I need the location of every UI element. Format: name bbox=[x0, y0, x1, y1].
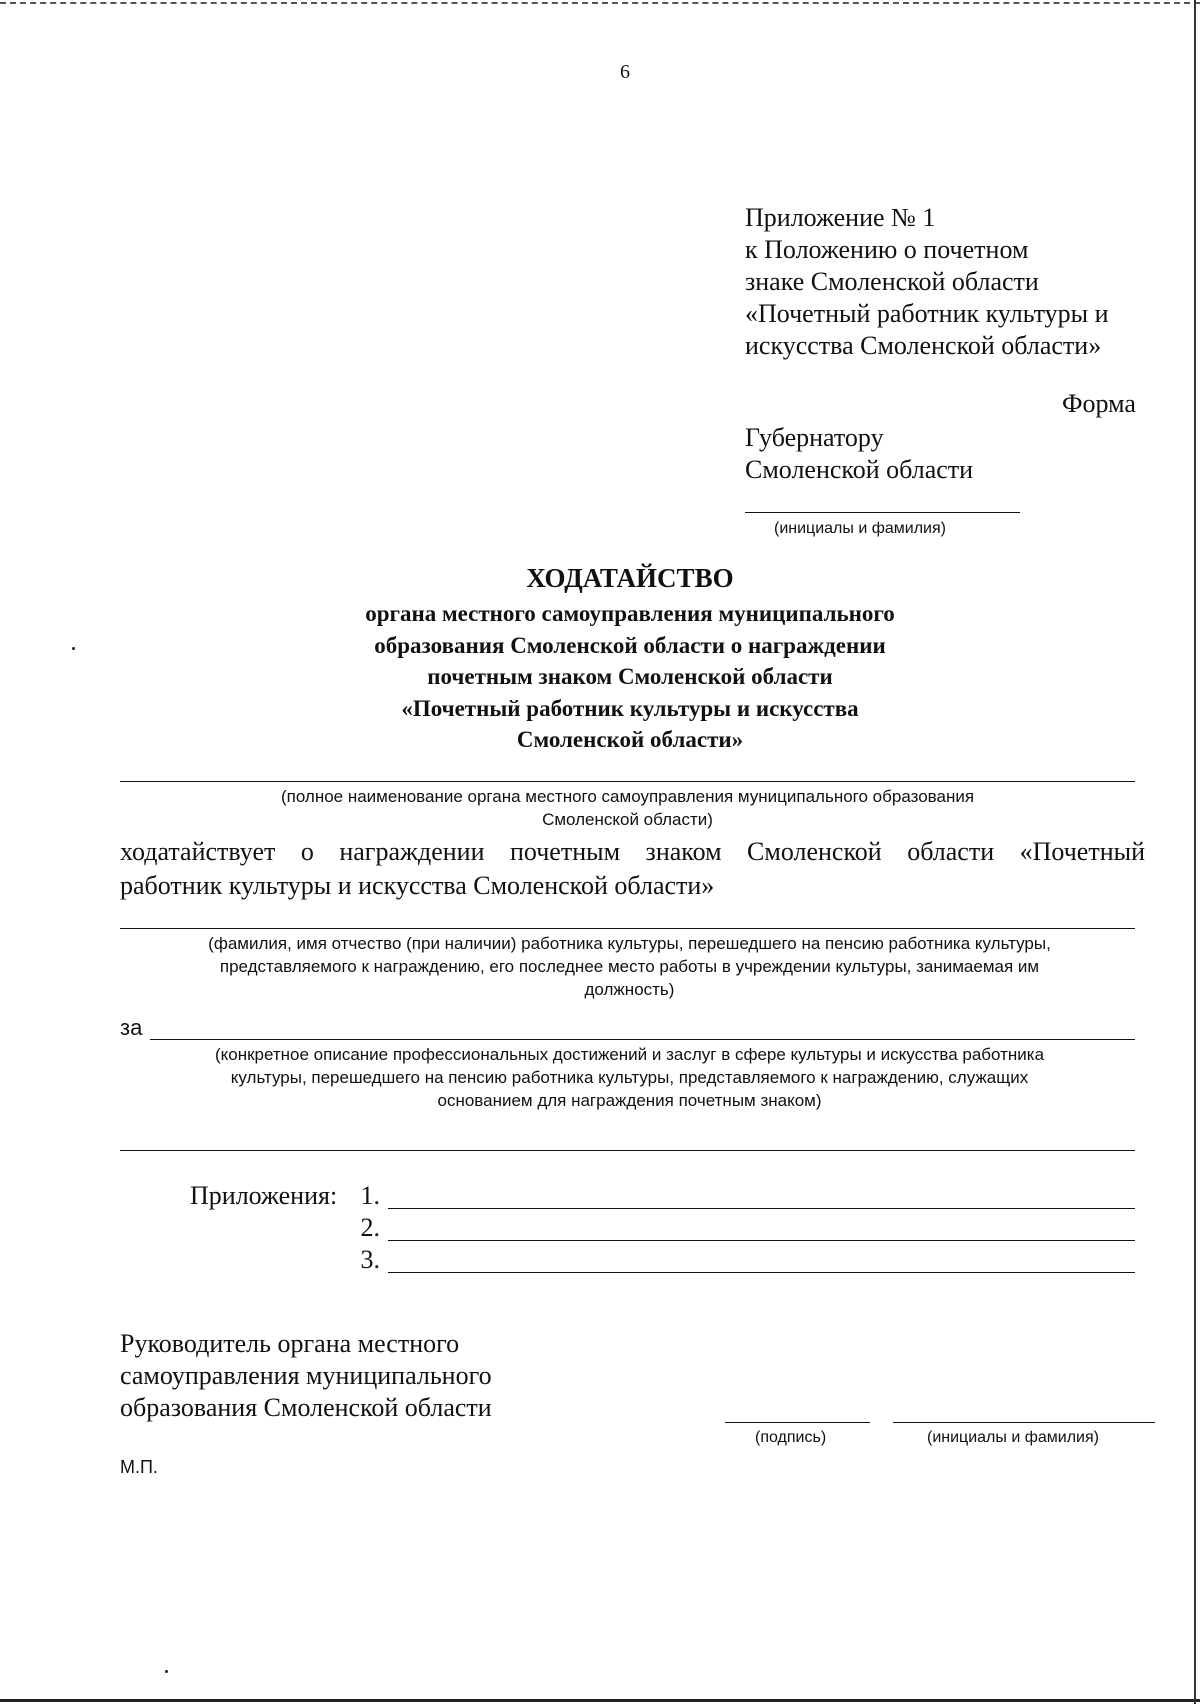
petition-text bbox=[120, 836, 1145, 868]
merits-hint-line: культуры, перешедшего на пенсию работника культуры, представляемого к награждению, служащих bbox=[230, 1068, 1029, 1087]
subtitle-line: органа местного самоуправления муниципального bbox=[365, 601, 895, 626]
scan-speck bbox=[165, 1670, 168, 1673]
addressee-name-line bbox=[745, 512, 1020, 513]
signatory-line: самоуправления муниципального bbox=[120, 1361, 492, 1390]
org-name-line bbox=[120, 781, 1135, 782]
form-label: Форма bbox=[1062, 389, 1136, 418]
scan-artifact-top bbox=[0, 2, 1200, 4]
attachment-line bbox=[388, 1272, 1135, 1273]
stamp-label: М.П. bbox=[120, 1457, 158, 1477]
merits-hint-line: (конкретное описание профессиональных достижений и заслуг в сфере культуры и искусства работника bbox=[214, 1045, 1045, 1064]
signature-hint: (подпись) bbox=[755, 1429, 827, 1446]
person-hint-line: (фамилия, имя отчество (при наличии) работника культуры, перешедшего на пенсию работника культуры, bbox=[208, 934, 1051, 953]
person-hint-line: должность) bbox=[584, 980, 675, 999]
merits-extra-line bbox=[120, 1150, 1135, 1151]
addressee-line: Губернатору bbox=[745, 423, 884, 452]
attachment-number: 2. bbox=[360, 1213, 380, 1242]
scan-artifact-bottom bbox=[0, 1699, 1200, 1702]
appendix-line: к Положению о почетном bbox=[745, 235, 1029, 264]
appendix-line: искусства Смоленской области» bbox=[745, 331, 1102, 360]
addressee-hint: (инициалы и фамилия) bbox=[774, 520, 946, 537]
org-hint-line: (полное наименование органа местного самоуправления муниципального образования bbox=[280, 787, 975, 806]
attachment-number: 3. bbox=[360, 1245, 380, 1274]
document-subtitle bbox=[250, 598, 1010, 756]
person-hint bbox=[112, 932, 1147, 1001]
attachment-line bbox=[388, 1208, 1135, 1209]
signatory-line: Руководитель органа местного bbox=[120, 1329, 460, 1358]
person-hint-line: представляемого к награждению, его последнее место работы в учреждении культуры, занимаемая им bbox=[219, 957, 1040, 976]
merits-prefix: за bbox=[120, 1015, 143, 1040]
subtitle-line: образования Смоленской области о награждении bbox=[374, 632, 886, 658]
petition-text-cont: работник культуры и искусства Смоленской области» bbox=[120, 871, 715, 900]
subtitle-line: «Почетный работник культуры и искусства bbox=[401, 695, 859, 721]
person-line bbox=[120, 928, 1135, 929]
signatory-block bbox=[120, 1328, 492, 1424]
signature-line bbox=[725, 1422, 870, 1423]
page-number: 6 bbox=[620, 61, 630, 83]
attachments-label: Приложения: bbox=[190, 1181, 338, 1210]
addressee-block bbox=[745, 422, 973, 486]
org-hint-line: Смоленской области) bbox=[542, 810, 713, 829]
subtitle-line: почетным знаком Смоленской области bbox=[427, 664, 833, 689]
appendix-line: знаке Смоленской области bbox=[745, 267, 1039, 296]
signatory-line: образования Смоленской области bbox=[120, 1393, 492, 1422]
appendix-block bbox=[745, 202, 1185, 362]
attachment-line bbox=[388, 1240, 1135, 1241]
document-title: ХОДАТАЙСТВО bbox=[526, 563, 734, 593]
org-name-hint bbox=[120, 785, 1135, 831]
subtitle-line: Смоленской области» bbox=[516, 727, 744, 752]
appendix-line: Приложение № 1 bbox=[745, 203, 936, 232]
scan-artifact-right bbox=[1194, 0, 1196, 1704]
petition-line: ходатайствует о награждении почетным знаком Смоленской области «Почетный bbox=[120, 837, 1145, 866]
merits-hint bbox=[112, 1043, 1147, 1112]
merits-line bbox=[150, 1039, 1135, 1040]
attachment-number: 1. bbox=[360, 1181, 380, 1210]
scan-speck bbox=[72, 647, 75, 650]
merits-hint-line: основанием для награждения почетным знаком) bbox=[437, 1091, 822, 1110]
appendix-line: «Почетный работник культуры и bbox=[745, 299, 1109, 328]
signatory-name-line bbox=[893, 1422, 1155, 1423]
addressee-line: Смоленской области bbox=[745, 455, 974, 484]
signatory-name-hint: (инициалы и фамилия) bbox=[927, 1429, 1099, 1446]
